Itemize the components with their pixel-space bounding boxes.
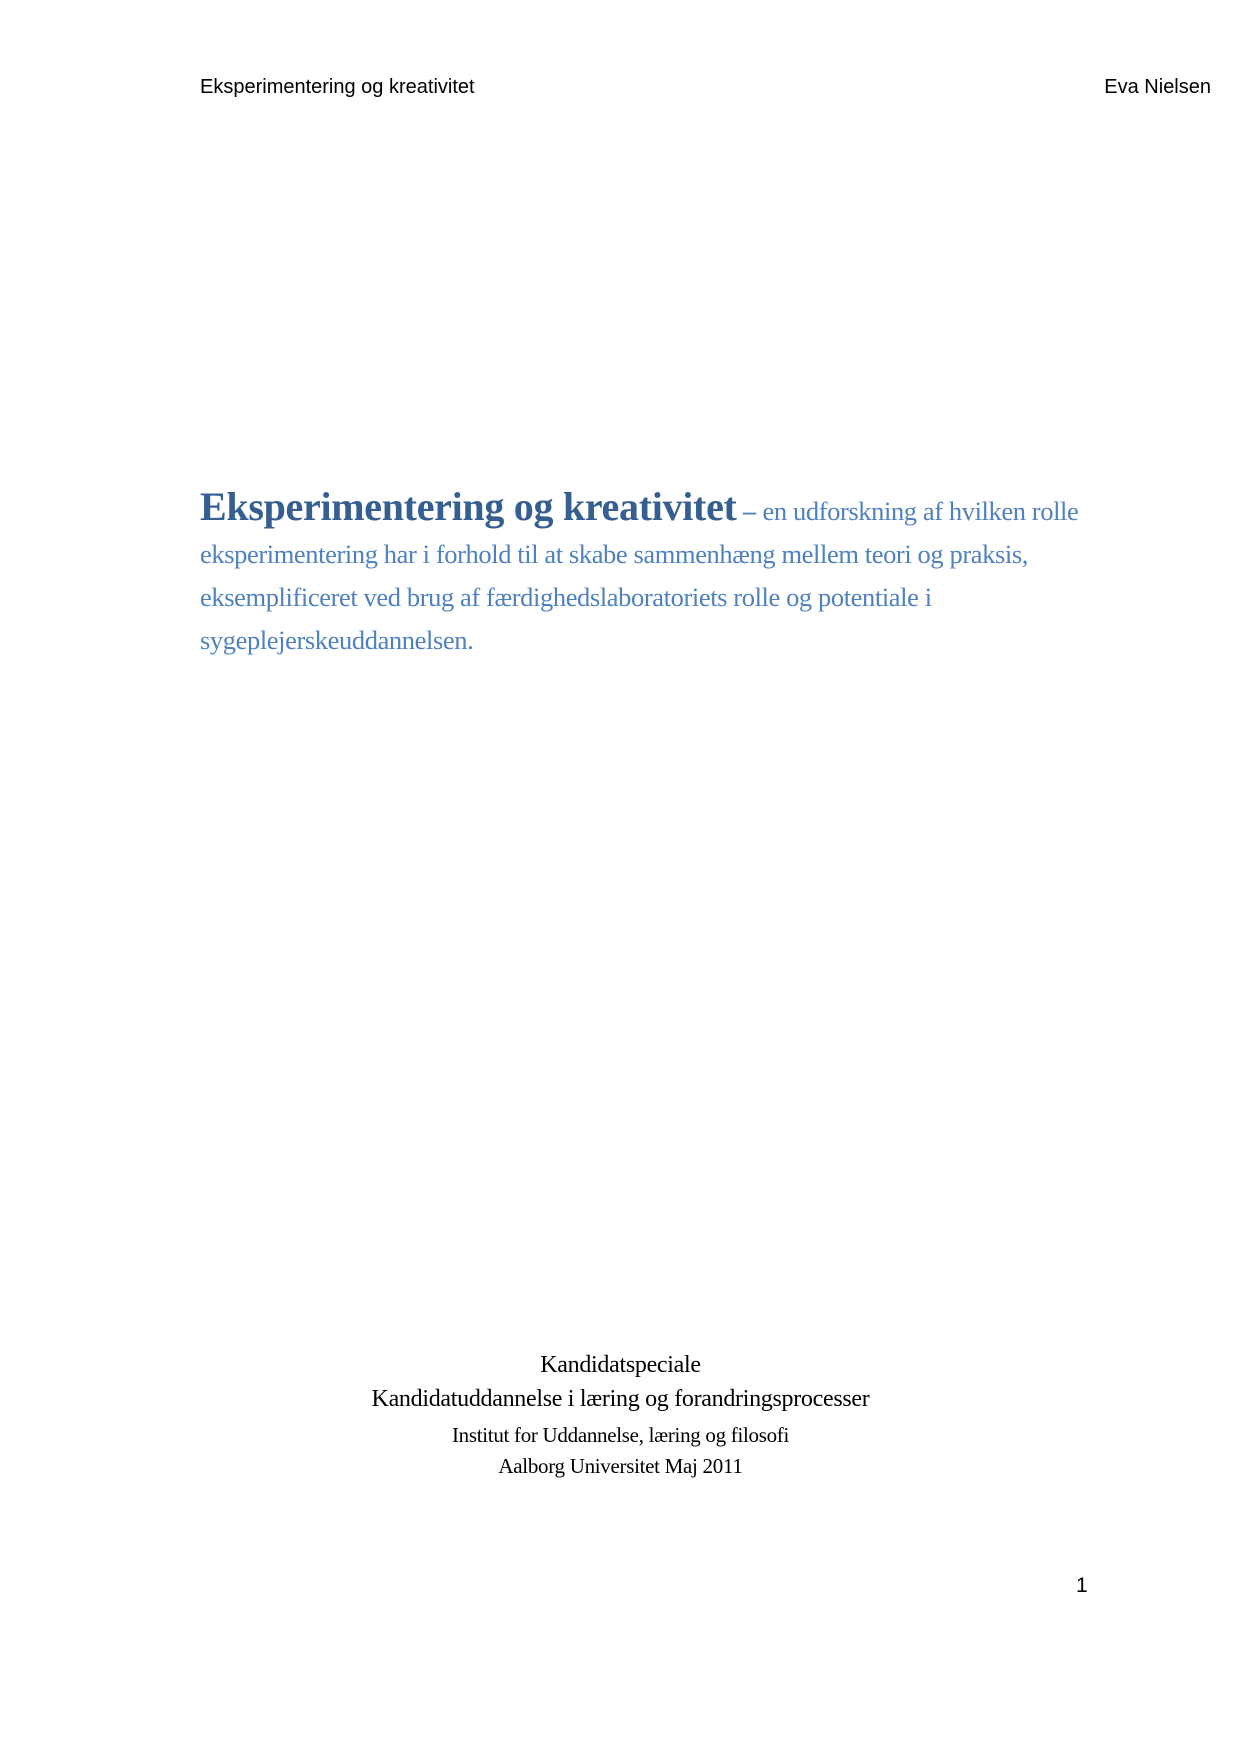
program-name: Kandidatuddannelse i læring og forandringsprocesser [371,1386,870,1412]
page-header-left: Eksperimentering og kreativitet [200,76,475,98]
document-title: Eksperimentering og kreativitet [200,484,737,529]
thesis-info-block [0,1348,1241,1482]
page-header-right: Eva Nielsen [1104,76,1211,98]
thesis-type: Kandidatspeciale [540,1352,701,1378]
document-title-block [200,484,1100,664]
page-number: 1 [1076,1574,1088,1597]
university-date: Aalborg Universitet Maj 2011 [498,1454,743,1478]
institute-name: Institut for Uddannelse, læring og filosofi [451,1423,790,1447]
title-dash: – [736,497,763,526]
document-subtitle: en udforskning af hvilken rolle eksperimentering har i forhold til at skabe sammenhæng mellem teori og praksis, eksemplificeret ved brug af færdighedslaboratoriets rolle og potentiale i sygeplejerskeuddannelsen. [200,496,1079,655]
